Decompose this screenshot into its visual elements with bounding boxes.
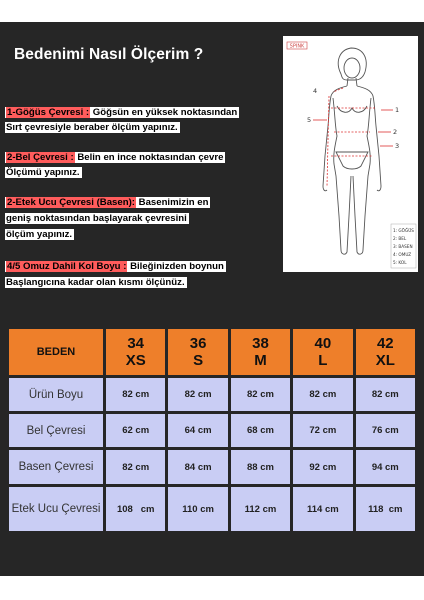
table-cell: 68 cm xyxy=(231,414,290,447)
instruction-2-text-a: Belin en ince noktasından çevre xyxy=(74,152,224,163)
legend-1: 1: GÖĞÜS xyxy=(393,228,414,233)
instruction-3-line-3 xyxy=(5,228,74,241)
table-row xyxy=(9,450,415,484)
table-cell: 62 cm xyxy=(106,414,165,447)
table-row xyxy=(9,487,415,531)
instruction-4-label: 4/5 Omuz Dahil Kol Boyu : xyxy=(7,261,127,272)
instruction-4-line-2 xyxy=(5,276,187,289)
marker-5: 5 xyxy=(307,116,312,124)
instruction-1-line-2 xyxy=(5,121,180,134)
table-cell: 82 cm xyxy=(231,378,290,411)
body-outline-illustration xyxy=(283,36,418,272)
marker-1: 1 xyxy=(395,106,400,114)
instruction-2-line-1 xyxy=(5,151,225,164)
table-row xyxy=(9,378,415,411)
instruction-3-text-a: Basenimizin en xyxy=(135,197,209,208)
legend-5: 5: KOL xyxy=(393,260,407,265)
instruction-2-text-b: Ölçümü yapınız. xyxy=(6,167,80,178)
instruction-3-text-b: geniş noktasından başlayarak çevresini xyxy=(6,213,187,224)
table-cell: 82 cm xyxy=(106,450,165,484)
table-cell: 82 cm xyxy=(356,378,415,411)
instruction-3-label: 2-Etek Ucu Çevresi (Basen): xyxy=(7,197,135,208)
table-cell: 110 cm xyxy=(168,487,227,531)
size-header-38: 38 M xyxy=(231,329,290,375)
table-cell: 88 cm xyxy=(231,450,290,484)
marker-2: 2 xyxy=(393,128,398,136)
size-table xyxy=(6,326,418,534)
table-cell: 94 cm xyxy=(356,450,415,484)
size-header-36: 36 S xyxy=(168,329,227,375)
size-header-40: 40 L xyxy=(293,329,352,375)
table-cell: 82 cm xyxy=(106,378,165,411)
row-name: Ürün Boyu xyxy=(9,378,103,411)
table-cell: 92 cm xyxy=(293,450,352,484)
row-name: Etek Ucu Çevresi xyxy=(9,487,103,531)
table-cell: 82 cm xyxy=(168,378,227,411)
table-cell: 64 cm xyxy=(168,414,227,447)
table-cell: 82 cm xyxy=(293,378,352,411)
table-cell: 108 cm xyxy=(106,487,165,531)
instruction-2-label: 2-Bel Çevresi : xyxy=(7,152,74,163)
row-name: Basen Çevresi xyxy=(9,450,103,484)
row-name: Bel Çevresi xyxy=(9,414,103,447)
size-header-42: 42 XL xyxy=(356,329,415,375)
legend-3: 3: BASEN xyxy=(393,244,413,249)
table-cell: 114 cm xyxy=(293,487,352,531)
table-cell: 112 cm xyxy=(231,487,290,531)
marker-4: 4 xyxy=(313,87,318,95)
instruction-4-line-1 xyxy=(5,260,226,273)
table-cell: 72 cm xyxy=(293,414,352,447)
instruction-3-line-1 xyxy=(5,196,210,209)
instruction-2-line-2 xyxy=(5,166,82,179)
beden-header: BEDEN xyxy=(9,329,103,375)
instruction-1-label: 1-Göğüs Çevresi : xyxy=(7,107,90,118)
instruction-1-text-b: Sırt çevresiyle beraber ölçüm yapınız. xyxy=(6,122,178,133)
table-cell: 118 cm xyxy=(356,487,415,531)
brand-label: SPINK xyxy=(289,43,305,50)
legend-2: 2: BEL xyxy=(393,236,407,241)
table-cell: 76 cm xyxy=(356,414,415,447)
instruction-1-line-1 xyxy=(5,106,239,119)
size-header-row xyxy=(9,329,415,375)
instruction-3-line-2 xyxy=(5,212,189,225)
instruction-1-text-a: Göğsün en yüksek noktasından xyxy=(90,107,238,118)
page-title: Bedenimi Nasıl Ölçerim ? xyxy=(14,46,204,63)
instruction-4-text-a: Bileğinizden boynun xyxy=(127,261,224,272)
instruction-3-text-c: ölçüm yapınız. xyxy=(6,229,73,240)
legend-4: 4: OMUZ xyxy=(393,252,412,257)
size-header-34: 34 XS xyxy=(106,329,165,375)
body-measurement-figure xyxy=(283,36,418,272)
instruction-4-text-b: Başlangıcına kadar olan kısmı ölçünüz. xyxy=(6,277,185,288)
table-row xyxy=(9,414,415,447)
marker-3: 3 xyxy=(395,142,400,150)
table-cell: 84 cm xyxy=(168,450,227,484)
